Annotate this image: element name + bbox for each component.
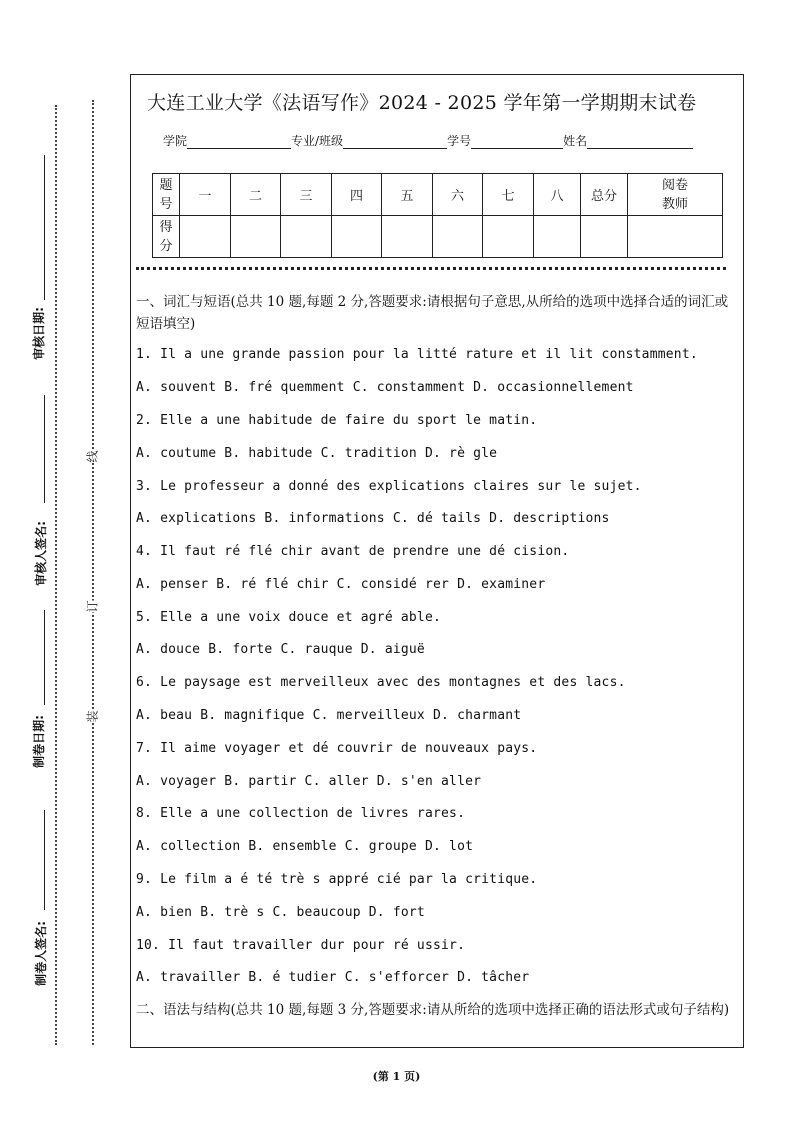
- question-4: 4. Il faut ré flé chir avant de prendre une dé cision.: [136, 544, 570, 559]
- score-table: [152, 173, 723, 258]
- binding-dotted-line-left: [55, 105, 57, 1045]
- col-header-6: 六: [433, 174, 483, 216]
- score-cell-6[interactable]: [433, 216, 483, 258]
- score-cell-1[interactable]: [180, 216, 231, 258]
- review-date-line: [44, 155, 45, 300]
- score-cell-4[interactable]: [332, 216, 382, 258]
- make-date-line: [44, 610, 45, 705]
- college-label: 学院: [163, 134, 188, 148]
- section2-heading: 二、语法与结构(总共 10 题,每题 3 分,答题要求:请从所给的选项中选择正确的语法形式或句子结构): [136, 1002, 730, 1018]
- question-7: 7. Il aime voyager et dé couvrir de nouveaux pays.: [136, 741, 538, 756]
- options-2: A. coutume B. habitude C. tradition D. rè gle: [136, 446, 498, 461]
- col-header-5: 五: [382, 174, 433, 216]
- score-cell-5[interactable]: [382, 216, 433, 258]
- name-field[interactable]: [587, 134, 693, 149]
- exam-title: 大连工业大学《法语写作》2024 - 2025 学年第一学期期末试卷: [147, 92, 697, 114]
- col-header-3: 三: [281, 174, 332, 216]
- score-table-score-row: [153, 216, 723, 258]
- col-header-1: 一: [180, 174, 231, 216]
- col-header-8: 八: [534, 174, 581, 216]
- major-class-label: 专业/班级: [291, 134, 344, 148]
- options-6: A. beau B. magnifique C. merveilleux D. charmant: [136, 708, 522, 723]
- col-header-grader: 阅卷 教师: [628, 174, 723, 216]
- major-class-field[interactable]: [343, 134, 447, 149]
- row-label-score: 得 分: [153, 216, 180, 258]
- binding-dotted-line-right: [92, 100, 94, 1045]
- score-cell-total[interactable]: [581, 216, 628, 258]
- make-date-label: 制卷日期:: [31, 715, 46, 768]
- options-10: A. travailler B. é tudier C. s'efforcer D. tâcher: [136, 970, 530, 985]
- score-cell-3[interactable]: [281, 216, 332, 258]
- score-cell-7[interactable]: [483, 216, 534, 258]
- dotted-separator: [136, 267, 726, 270]
- maker-signature-line: [44, 810, 45, 910]
- col-header-7: 七: [483, 174, 534, 216]
- reviewer-signature-label: 审核人签名:: [33, 521, 48, 586]
- col-header-2: 二: [231, 174, 281, 216]
- col-header-4: 四: [332, 174, 382, 216]
- question-8: 8. Elle a une collection de livres rares.: [136, 806, 466, 821]
- col-header-total: 总分: [581, 174, 628, 216]
- question-5: 5. Elle a une voix douce et agré able.: [136, 610, 442, 625]
- score-cell-2[interactable]: [231, 216, 281, 258]
- college-field[interactable]: [187, 134, 291, 149]
- question-1: 1. Il a une grande passion pour la litté rature et il lit constamment.: [136, 347, 698, 362]
- student-info-row: [163, 132, 693, 149]
- options-9: A. bien B. trè s C. beaucoup D. fort: [136, 905, 425, 920]
- options-7: A. voyager B. partir C. aller D. s'en aller: [136, 774, 482, 789]
- binding-char-xian: 线: [85, 450, 100, 463]
- maker-signature-label: 制卷人签名:: [33, 921, 48, 986]
- question-2: 2. Elle a une habitude de faire du sport le matin.: [136, 413, 538, 428]
- review-date-label: 审核日期:: [31, 307, 46, 360]
- question-9: 9. Le film a é té trè s appré cié par la critique.: [136, 872, 538, 887]
- score-cell-8[interactable]: [534, 216, 581, 258]
- student-id-field[interactable]: [471, 134, 563, 149]
- binding-char-ding: 订: [85, 600, 100, 613]
- reviewer-signature-line: [44, 395, 45, 503]
- name-label: 姓名: [563, 134, 588, 148]
- question-3: 3. Le professeur a donné des explications claires sur le sujet.: [136, 479, 642, 494]
- question-10: 10. Il faut travailler dur pour ré ussir.: [136, 938, 466, 953]
- options-4: A. penser B. ré flé chir C. considé rer D. examiner: [136, 577, 546, 592]
- page-number: (第 1 页): [372, 1070, 421, 1083]
- options-3: A. explications B. informations C. dé tails D. descriptions: [136, 511, 610, 526]
- score-table-header-row: [153, 174, 723, 216]
- question-6: 6. Le paysage est merveilleux avec des montagnes et des lacs.: [136, 675, 626, 690]
- student-id-label: 学号: [447, 134, 472, 148]
- score-cell-grader[interactable]: [628, 216, 723, 258]
- row-label-question-no: 题 号: [153, 174, 180, 216]
- options-5: A. douce B. forte C. rauque D. aiguë: [136, 642, 425, 657]
- binding-char-zhuang: 装: [85, 710, 100, 723]
- options-8: A. collection B. ensemble C. groupe D. lot: [136, 839, 474, 854]
- section1-heading: 一、词汇与短语(总共 10 题,每题 2 分,答题要求:请根据句子意思,从所给的选项中选择合适的词汇或短语填空): [136, 294, 729, 332]
- options-1: A. souvent B. fré quemment C. constamment D. occasionnellement: [136, 380, 634, 395]
